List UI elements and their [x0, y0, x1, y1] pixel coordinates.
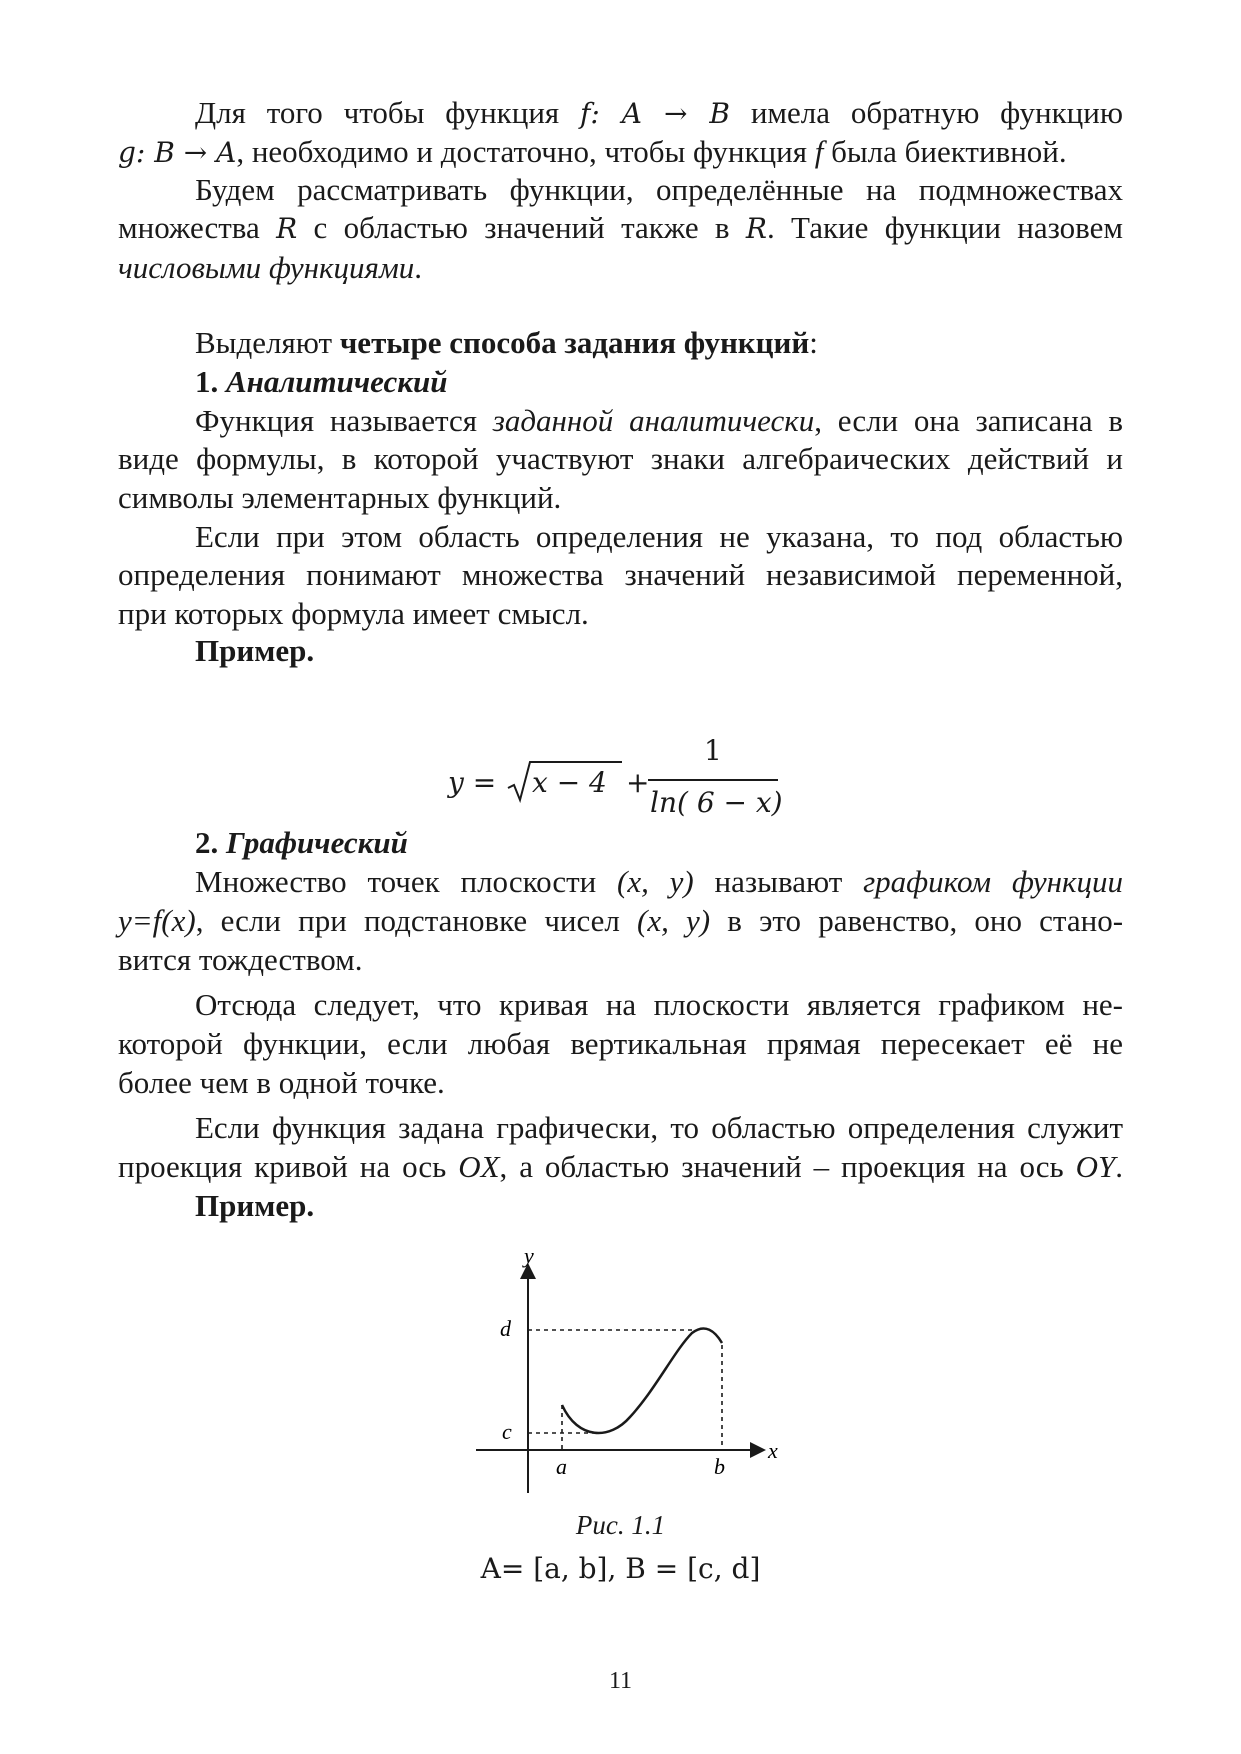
- p6-text: вится тождеством.: [118, 942, 363, 977]
- p1-line2: [118, 131, 1123, 173]
- p6-xy: (x, y): [617, 864, 694, 899]
- y-axis-label: y: [524, 1245, 534, 1268]
- p6-text: называют: [714, 864, 843, 899]
- p5-text: при которых формула имеет смысл.: [118, 596, 589, 631]
- p8-text: Если функция задана графически, то областью определения служит: [195, 1110, 1123, 1145]
- method2-title: Графический: [226, 825, 408, 860]
- p4-text: символы элементарных функций.: [118, 480, 562, 515]
- method1-heading: [195, 361, 1123, 402]
- p2-text: множества: [118, 210, 260, 245]
- function-curve: [562, 1328, 722, 1433]
- a-label: a: [556, 1454, 567, 1479]
- axis-ox: OX: [458, 1149, 500, 1184]
- example2-label: [195, 1185, 1123, 1226]
- method2-heading: [195, 822, 1123, 863]
- p6-xy: (x, y): [637, 903, 711, 938]
- p7-line3: [118, 1062, 1123, 1103]
- p4-line3: [118, 477, 1123, 518]
- math-r: R: [276, 212, 298, 245]
- p4-text: , если она записана в: [814, 403, 1123, 438]
- page-number: 11: [608, 1668, 633, 1694]
- p2-text: . Такие функции назовем: [766, 210, 1124, 245]
- p2-text: Будем рассматривать функции, определённые на подмножествах: [195, 172, 1123, 207]
- method1-title: Аналитический: [226, 364, 448, 399]
- p1-text: имела обратную функцию: [750, 95, 1123, 130]
- method2-num: 2.: [195, 825, 219, 860]
- p1-text: была биективной.: [831, 134, 1067, 169]
- p7-line2: [118, 1023, 1123, 1064]
- p6-fn: y=f(x): [118, 903, 196, 938]
- x-axis-label: x: [768, 1438, 778, 1463]
- p2-line3: [118, 247, 1123, 288]
- p4-line2: [118, 438, 1123, 479]
- b-label: b: [714, 1454, 725, 1479]
- p6-line2: [118, 900, 1123, 941]
- p5-line1: [195, 516, 1123, 557]
- p5-text: Если при этом область определения не указана, то под областью: [195, 519, 1123, 554]
- math-g-b-to-a: g: B → A: [118, 136, 237, 169]
- p3-bold: четыре способа задания функций: [339, 325, 810, 360]
- example1-label: [195, 630, 1123, 671]
- p4-line1: [195, 400, 1123, 441]
- p4-text: Функция называется: [195, 403, 477, 438]
- function-graph: [470, 1245, 790, 1500]
- formula-plus: +: [626, 766, 650, 799]
- p7-text: которой функции, если любая вертикальная прямая пересекает её не: [118, 1026, 1123, 1061]
- formula-lhs: y =: [448, 766, 497, 799]
- p1-line1: [195, 92, 1123, 134]
- formula-denominator: ln( 6 − x): [650, 786, 783, 819]
- sets-definition: A= [a, b], B = [c, d]: [480, 1552, 761, 1585]
- math-f-a-to-b: f: A → B: [580, 97, 730, 130]
- p6-text: , если при подстановке чисел: [195, 903, 620, 938]
- p6-text: в это равенство, оно стано-: [727, 903, 1124, 938]
- p2-line1: [195, 169, 1123, 210]
- p4-text: виде формулы, в которой участвуют знаки алгебраических действий и: [118, 441, 1123, 476]
- p2-text: .: [414, 250, 422, 285]
- sqrt-overline: [532, 760, 622, 764]
- p2-text: с областью значений также в: [313, 210, 730, 245]
- term-graph: графиком функции: [863, 864, 1123, 899]
- math-r: R: [745, 212, 767, 245]
- p8-text: проекция кривой на ось: [118, 1149, 447, 1184]
- p7-text: Отсюда следует, что кривая на плоскости является графиком не-: [195, 987, 1123, 1022]
- p1-f: f: [814, 134, 824, 169]
- term-numeric-functions: числовыми функциями: [118, 250, 415, 285]
- p8-line1: [195, 1107, 1123, 1148]
- c-label: c: [502, 1419, 512, 1444]
- p6-text: Множество точек плоскости: [195, 864, 597, 899]
- method1-num: 1.: [195, 364, 219, 399]
- p8-text: , а областью значений – проекция на ось: [499, 1149, 1064, 1184]
- p3-text: Выделяют: [195, 325, 333, 360]
- p6-line1: [195, 861, 1123, 902]
- p7-line1: [195, 984, 1123, 1025]
- p3-text: :: [809, 325, 818, 360]
- p8-text: .: [1115, 1149, 1124, 1184]
- p2-line2: [118, 207, 1123, 249]
- d-label: d: [500, 1316, 511, 1341]
- p5-text: определения понимают множества значений независимой переменной,: [118, 557, 1123, 592]
- example2-text: Пример.: [195, 1188, 315, 1223]
- formula-numerator: 1: [704, 734, 722, 767]
- p8-line2: [118, 1146, 1123, 1187]
- p7-text: более чем в одной точке.: [118, 1065, 445, 1100]
- fraction-bar: [648, 778, 778, 782]
- p5-line2: [118, 554, 1123, 595]
- term-analytic: заданной аналитически: [492, 403, 815, 438]
- p3-line: [195, 322, 1123, 363]
- p6-line3: [118, 939, 1123, 980]
- p1-text: , необходимо и достаточно, чтобы функция: [236, 134, 807, 169]
- axis-oy: OY: [1075, 1149, 1116, 1184]
- p1-text: Для того чтобы функция: [195, 95, 560, 130]
- formula-sqrt-arg: x − 4: [532, 766, 607, 799]
- formula: [448, 734, 808, 828]
- example1-text: Пример.: [195, 633, 315, 668]
- p5-line3: [118, 593, 1123, 634]
- figure-caption: Рис. 1.1: [575, 1510, 666, 1540]
